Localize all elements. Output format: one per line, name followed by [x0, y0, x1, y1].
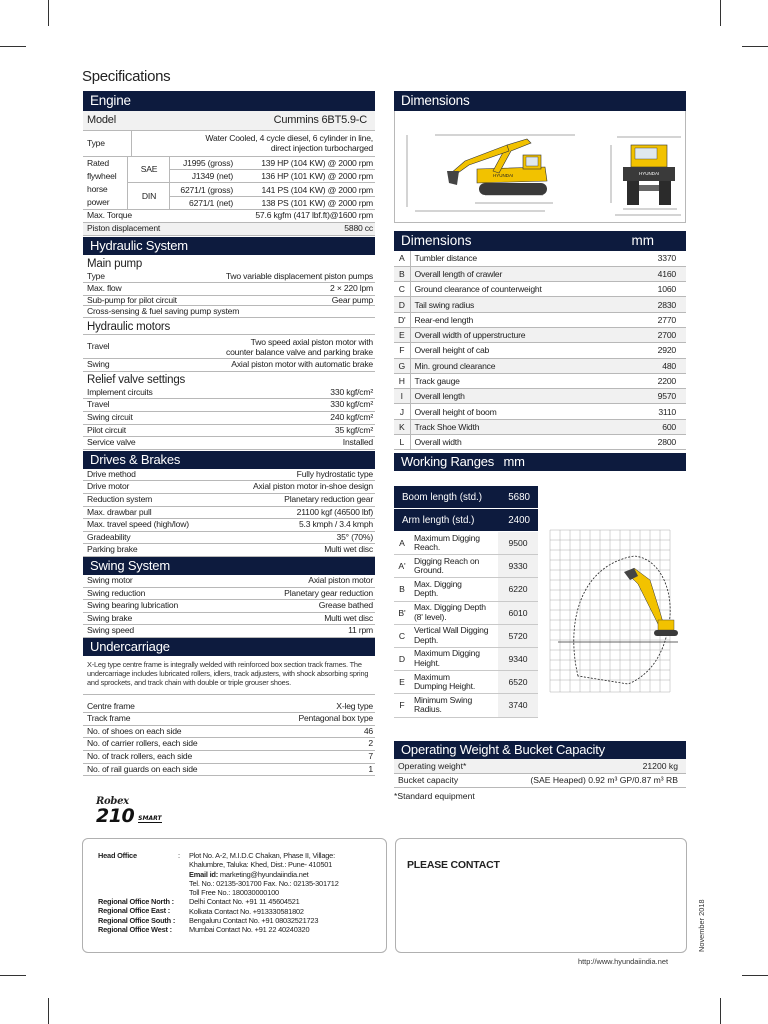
drives-label: Max. drawbar pull — [83, 506, 218, 519]
dimension-label: Overall width of upperstructure — [410, 327, 633, 342]
drives-row — [83, 519, 375, 532]
engine-power-table — [83, 157, 375, 211]
regional-east-label: Regional Office East : — [98, 906, 170, 916]
working-range-key: E — [399, 677, 405, 688]
working-ranges-table — [394, 486, 538, 718]
relief-label: Travel — [83, 399, 257, 412]
relief-label: Service valve — [83, 437, 257, 450]
left-column — [83, 91, 375, 776]
power-val-4: 138 PS (101 KW) @ 2000 rpm — [235, 197, 375, 210]
dimension-drawings — [394, 111, 686, 223]
working-range-key: C — [398, 630, 406, 641]
dimension-row — [394, 282, 686, 297]
engine-type-label: Type — [83, 130, 132, 156]
engine-table — [83, 111, 375, 157]
undercarriage-label: No. of rail guards on each side — [83, 763, 256, 776]
power-std-2: J1349 (net) — [169, 170, 235, 183]
swing-label: Swing motor — [83, 575, 231, 587]
cross-sensing: Cross-sensing & fuel saving pump system — [83, 305, 375, 318]
working-range-value: 3740 — [498, 694, 538, 716]
displacement-value: 5880 cc — [197, 222, 375, 235]
working-range-diagram — [538, 516, 686, 706]
dimension-value: 600 — [633, 419, 686, 434]
drives-label: Parking brake — [83, 544, 218, 557]
working-range-row — [394, 694, 538, 717]
working-range-key: A — [399, 538, 405, 549]
working-range-label — [410, 626, 498, 645]
address-line-2: Khalumbre, Taluka: Khed, Dist.: Pune- 410501 — [189, 860, 333, 870]
drives-row — [83, 469, 375, 481]
dimension-label: Ground clearance of counterweight — [410, 282, 633, 297]
undercarriage-value: X-leg type — [256, 701, 375, 713]
undercarriage-row — [83, 738, 375, 751]
dimension-key: D — [394, 297, 410, 312]
relief-row — [83, 412, 375, 425]
dimensions-heading: Dimensions — [394, 91, 686, 111]
working-range-label-line-1: Maximum Digging — [414, 532, 480, 543]
swing-heading: Swing System — [83, 557, 375, 575]
dimension-value: 2920 — [633, 343, 686, 358]
toll-free-line: Toll Free No.: 180030000100 — [189, 888, 279, 898]
swing-value: Grease bathed — [231, 600, 375, 613]
dimension-row — [394, 251, 686, 266]
dimensions-table-title: Dimensions — [401, 233, 472, 248]
date-text: November 2018 — [697, 899, 706, 952]
swing-row — [83, 575, 375, 587]
dimension-row — [394, 435, 686, 450]
logo-tag: SMART — [138, 815, 162, 822]
power-std-1: J1995 (gross) — [169, 157, 235, 170]
dimension-label: Track Shoe Width — [410, 419, 633, 434]
swing-row — [83, 600, 375, 613]
working-range-label-line-1: Digging Reach on — [414, 555, 480, 566]
working-range-label-line-1: Minimum Swing — [414, 694, 473, 705]
email-line — [189, 870, 339, 879]
dimension-key: J — [394, 404, 410, 419]
din-label: DIN — [127, 183, 169, 210]
relief-value: 240 kgf/cm² — [257, 412, 375, 425]
excavator-dimension-drawing — [395, 111, 685, 221]
engine-model-value: Cummins 6BT5.9-C — [132, 111, 375, 130]
undercarriage-label: No. of carrier rollers, each side — [83, 738, 256, 751]
motors-table — [83, 334, 375, 372]
drives-value: Fully hydrostatic type — [218, 469, 375, 481]
please-contact-text: PLEASE CONTACT — [407, 859, 500, 871]
website-link[interactable]: http://www.hyundaiindia.net — [578, 957, 668, 966]
subpump-value: Gear pump — [195, 295, 375, 305]
standard-equipment-note: *Standard equipment — [394, 790, 475, 801]
relief-value: 35 kgf/cm² — [257, 424, 375, 437]
working-range-label-line-2: Depth. — [414, 588, 439, 599]
boom-length-row — [394, 486, 538, 509]
undercarriage-row — [83, 725, 375, 738]
address-line-1: Plot No. A-2, M.I.D.C Chakan, Phase II, Village: — [189, 851, 335, 860]
bucket-capacity-label: Bucket capacity — [394, 773, 488, 787]
working-range-label — [410, 580, 498, 599]
drives-value: 5.3 kmph / 3.4 kmph — [218, 519, 375, 532]
dimension-value: 2700 — [633, 327, 686, 342]
relief-row — [83, 424, 375, 437]
dimension-key: H — [394, 373, 410, 388]
power-val-2: 136 HP (101 KW) @ 2000 rpm — [235, 170, 375, 183]
working-ranges-unit: mm — [503, 454, 525, 469]
dimension-label: Min. ground clearance — [410, 358, 633, 373]
regional-west-label: Regional Office West : — [98, 924, 172, 934]
working-range-label-line-2: Ground. — [414, 565, 444, 576]
arm-length-label: Arm length (std.) — [402, 514, 475, 526]
working-range-label-line-2: Reach. — [414, 542, 441, 553]
working-range-label-line-2: Height. — [414, 658, 440, 669]
swing-label: Swing speed — [83, 625, 231, 638]
dimension-label: Tail swing radius — [410, 297, 633, 312]
swing-value: Axial piston motor — [231, 575, 375, 587]
dimension-value: 2830 — [633, 297, 686, 312]
operating-weight-label: Operating weight* — [394, 759, 488, 773]
drives-heading: Drives & Brakes — [83, 451, 375, 469]
power-std-4: 6271/1 (net) — [169, 197, 235, 210]
dimension-label: Track gauge — [410, 373, 633, 388]
undercarriage-label: Centre frame — [83, 701, 256, 713]
working-range-row — [394, 532, 538, 555]
undercarriage-value: 2 — [256, 738, 375, 751]
relief-value: Installed — [257, 437, 375, 450]
power-std-3: 6271/1 (gross) — [169, 183, 235, 197]
working-range-key: A' — [398, 561, 406, 572]
dimension-key: K — [394, 419, 410, 434]
regional-north-label: Regional Office North : — [98, 897, 174, 906]
dimension-key: C — [394, 282, 410, 297]
drives-value: Planetary reduction gear — [218, 494, 375, 507]
dimension-row — [394, 404, 686, 419]
dimension-key: I — [394, 389, 410, 404]
dimension-key: D' — [394, 312, 410, 327]
working-range-key: F — [399, 700, 405, 711]
drives-row — [83, 544, 375, 557]
dimension-key: G — [394, 358, 410, 373]
travel-line-1: Two speed axial piston motor with — [250, 336, 373, 347]
sae-label: SAE — [127, 157, 169, 183]
regional-south-value: Bengaluru Contact No. +91 08032521723 — [189, 916, 319, 926]
working-range-row — [394, 555, 538, 578]
working-range-value: 9330 — [498, 555, 538, 577]
working-ranges-rows — [394, 532, 538, 718]
undercarriage-row — [83, 701, 375, 713]
email-label: Email id: — [189, 869, 219, 879]
dimension-value: 1060 — [633, 282, 686, 297]
rated-power-label — [83, 157, 127, 210]
drives-value: Multi wet disc — [218, 544, 375, 557]
dimension-key: A — [394, 251, 410, 266]
please-contact-box — [395, 838, 687, 953]
undercarriage-label: No. of shoes on each side — [83, 725, 256, 738]
drives-row — [83, 494, 375, 507]
head-office-label: Head Office — [98, 851, 137, 860]
main-pump-heading: Main pump — [87, 257, 143, 270]
swing-motor-value: Axial piston motor with automatic brake — [129, 359, 375, 372]
drives-row — [83, 481, 375, 494]
engine-type-line-1: Water Cooled, 4 cycle diesel, 6 cylinder in line, — [205, 133, 373, 143]
drives-label: Max. travel speed (high/low) — [83, 519, 218, 532]
contact-box — [82, 838, 387, 953]
drives-label: Gradeability — [83, 531, 218, 544]
relief-label: Implement circuits — [83, 387, 257, 399]
travel-motor-label: Travel — [83, 335, 129, 359]
operating-table — [394, 759, 686, 788]
working-range-row — [394, 625, 538, 648]
working-range-label — [410, 673, 498, 692]
regional-west-value: Mumbai Contact No. +91 22 40240320 — [189, 925, 310, 935]
dimension-row — [394, 266, 686, 281]
relief-label: Swing circuit — [83, 412, 257, 425]
swing-value: Multi wet disc — [231, 612, 375, 625]
dimension-value: 3370 — [633, 251, 686, 266]
undercarriage-value: 7 — [256, 750, 375, 763]
dimension-label: Tumbler distance — [410, 251, 633, 266]
engine-model-label: Model — [83, 111, 132, 130]
working-range-value: 6010 — [498, 602, 538, 624]
regional-east-value: Kolkata Contact No. +913330581802 — [189, 906, 304, 916]
dimension-value: 9570 — [633, 389, 686, 404]
side-view-brand-text: HYUNDAI — [493, 173, 514, 178]
working-range-label-line-2: Depth. — [414, 634, 439, 645]
working-range-label-line-1: Maximum Digging — [414, 648, 480, 659]
relief-heading: Relief valve settings — [87, 373, 186, 386]
working-range-label-line-2: Dumping Height. — [414, 681, 476, 692]
drives-row — [83, 506, 375, 519]
head-office-address — [189, 851, 339, 935]
engine-extra-table — [83, 210, 375, 235]
power-val-1: 139 HP (104 KW) @ 2000 rpm — [235, 157, 375, 170]
working-range-label — [410, 649, 498, 668]
relief-label: Pilot circuit — [83, 424, 257, 437]
dimension-row — [394, 358, 686, 373]
boom-length-value: 5680 — [508, 491, 530, 503]
working-range-label-line-1: Maximum — [414, 671, 450, 682]
torque-label: Max. Torque — [83, 210, 197, 222]
swing-value: Planetary gear reduction — [231, 587, 375, 600]
engine-type-value — [132, 130, 375, 156]
undercarriage-note: X-Leg type centre frame is integrally welded with reinforced box section track frames. The undercarriage includes lubricated rollers, idlers, track adjusters, with shock absorbing spring and sprockets, and track chain with double or triple grouser shoes. — [83, 656, 375, 695]
dimension-label: Rear-end length — [410, 312, 633, 327]
dimensions-section — [394, 91, 686, 450]
dimension-key: L — [394, 435, 410, 450]
drives-table — [83, 469, 375, 557]
dimension-label: Overall length of crawler — [410, 266, 633, 281]
regional-labels — [98, 897, 175, 934]
rated-line-2: flywheel — [87, 170, 117, 181]
working-ranges-section — [394, 453, 686, 471]
working-range-row — [394, 578, 538, 601]
undercarriage-label: Track frame — [83, 713, 256, 726]
dimension-row — [394, 373, 686, 388]
undercarriage-table — [83, 701, 375, 777]
regional-north-value: Delhi Contact No. +91 11 45604521 — [189, 897, 300, 907]
working-range-value: 9340 — [498, 648, 538, 670]
undercarriage-row — [83, 763, 375, 776]
boom-length-label: Boom length (std.) — [402, 491, 483, 503]
dimension-row — [394, 343, 686, 358]
drives-row — [83, 531, 375, 544]
dimension-value: 2770 — [633, 312, 686, 327]
working-range-label-line-1: Vertical Wall Digging — [414, 625, 489, 636]
main-pump-table — [83, 271, 375, 319]
working-range-label — [410, 603, 498, 622]
operating-section — [394, 741, 686, 801]
dimension-label: Overall width — [410, 435, 633, 450]
drives-label: Reduction system — [83, 494, 218, 507]
dimension-value: 2800 — [633, 435, 686, 450]
dimension-row — [394, 419, 686, 434]
relief-row — [83, 437, 375, 450]
arm-length-row — [394, 509, 538, 532]
working-range-row — [394, 602, 538, 625]
power-val-3: 141 PS (104 KW) @ 2000 rpm — [235, 183, 375, 197]
undercarriage-value: 46 — [256, 725, 375, 738]
pump-type-label: Type — [83, 271, 195, 283]
flow-value: 2 × 220 lpm — [195, 283, 375, 296]
swing-row — [83, 587, 375, 600]
travel-line-2: counter balance valve and parking brake — [226, 346, 373, 357]
drives-value: 35° (70%) — [218, 531, 375, 544]
motors-heading: Hydraulic motors — [87, 321, 171, 334]
head-office-colon: : — [178, 851, 180, 860]
swing-label: Swing reduction — [83, 587, 231, 600]
working-range-label-line-2: (8' level). — [414, 611, 447, 622]
working-ranges-heading — [394, 453, 686, 471]
dimensions-table — [394, 251, 686, 450]
page-title: Specifications — [82, 68, 171, 85]
swing-motor-label: Swing — [83, 359, 129, 372]
undercarriage-heading: Undercarriage — [83, 638, 375, 656]
working-ranges-title: Working Ranges — [401, 454, 495, 469]
swing-row — [83, 625, 375, 638]
operating-weight-value: 21200 kg — [488, 759, 686, 773]
email-value[interactable]: marketing@hyundaiindia.net — [219, 869, 309, 879]
working-range-value: 6520 — [498, 671, 538, 693]
swing-row — [83, 612, 375, 625]
relief-row — [83, 399, 375, 412]
working-range-label — [410, 534, 498, 553]
working-range-key: D — [398, 654, 406, 665]
dimension-row — [394, 389, 686, 404]
travel-motor-value — [129, 335, 375, 359]
dimension-value: 4160 — [633, 266, 686, 281]
dimension-label: Overall length — [410, 389, 633, 404]
dimensions-table-heading — [394, 231, 686, 251]
logo-brand: Robex — [96, 796, 129, 807]
drives-label: Drive motor — [83, 481, 218, 494]
undercarriage-label: No. of track rollers, each side — [83, 750, 256, 763]
front-view-brand-text: HYUNDAI — [639, 171, 660, 176]
relief-value: 330 kgf/cm² — [257, 387, 375, 399]
working-range-value: 5720 — [498, 625, 538, 647]
dimension-key: F — [394, 343, 410, 358]
flow-label: Max. flow — [83, 283, 195, 296]
drives-value: Axial piston motor in-shoe design — [218, 481, 375, 494]
relief-table — [83, 387, 375, 450]
relief-row — [83, 387, 375, 399]
rated-line-4: power — [87, 197, 110, 208]
dimension-value: 3110 — [633, 404, 686, 419]
working-range-key: B — [399, 584, 405, 595]
torque-value: 57.6 kgfm (417 lbf.ft)@1600 rpm — [197, 210, 375, 222]
hydraulic-heading: Hydraulic System — [83, 237, 375, 255]
regional-south-label: Regional Office South : — [98, 915, 176, 925]
dimension-key: B — [394, 266, 410, 281]
dimension-value: 2200 — [633, 373, 686, 388]
swing-value: 11 rpm — [231, 625, 375, 638]
logo-model: 210 — [96, 805, 135, 827]
dimension-key: E — [394, 327, 410, 342]
working-range-row — [394, 648, 538, 671]
operating-heading: Operating Weight & Bucket Capacity — [394, 741, 686, 759]
working-range-label-line-1: Max. Digging — [414, 578, 462, 589]
dimension-label: Overall height of boom — [410, 404, 633, 419]
undercarriage-value: Pentagonal box type — [256, 713, 375, 726]
pump-type-value: Two variable displacement piston pumps — [195, 271, 375, 283]
engine-heading: Engine — [83, 91, 375, 111]
undercarriage-row — [83, 750, 375, 763]
dimension-row — [394, 312, 686, 327]
dimension-value: 480 — [633, 358, 686, 373]
subpump-label: Sub-pump for pilot circuit — [83, 295, 195, 305]
working-range-label-line-1: Max. Digging Depth — [414, 602, 486, 613]
working-range-label — [410, 557, 498, 576]
dimension-label: Overall height of cab — [410, 343, 633, 358]
engine-type-line-2: direct injection turbocharged — [270, 143, 373, 153]
dimension-row — [394, 297, 686, 312]
drives-value: 21100 kgf (46500 lbf) — [218, 506, 375, 519]
rated-line-1: Rated — [87, 157, 109, 168]
swing-label: Swing brake — [83, 612, 231, 625]
undercarriage-row — [83, 713, 375, 726]
working-range-value: 6220 — [498, 578, 538, 600]
working-range-label-line-2: Radius. — [414, 704, 442, 715]
tel-line: Tel. No.: 02135-301700 Fax. No.: 02135-301712 — [189, 878, 339, 888]
rated-line-3: horse — [87, 183, 108, 194]
working-range-key: B' — [398, 607, 406, 618]
working-range-row — [394, 671, 538, 694]
undercarriage-value: 1 — [256, 763, 375, 776]
dimension-row — [394, 327, 686, 342]
relief-value: 330 kgf/cm² — [257, 399, 375, 412]
working-range-value: 9500 — [498, 532, 538, 554]
robex-logo — [96, 796, 162, 827]
drives-label: Drive method — [83, 469, 218, 481]
displacement-label: Piston displacement — [83, 222, 197, 235]
swing-label: Swing bearing lubrication — [83, 600, 231, 613]
arm-length-value: 2400 — [508, 514, 530, 526]
working-range-label — [410, 696, 498, 715]
swing-table — [83, 575, 375, 638]
dimensions-unit: mm — [631, 233, 654, 248]
bucket-capacity-value: (SAE Heaped) 0.92 m³ GP/0.87 m³ RB — [488, 773, 686, 787]
